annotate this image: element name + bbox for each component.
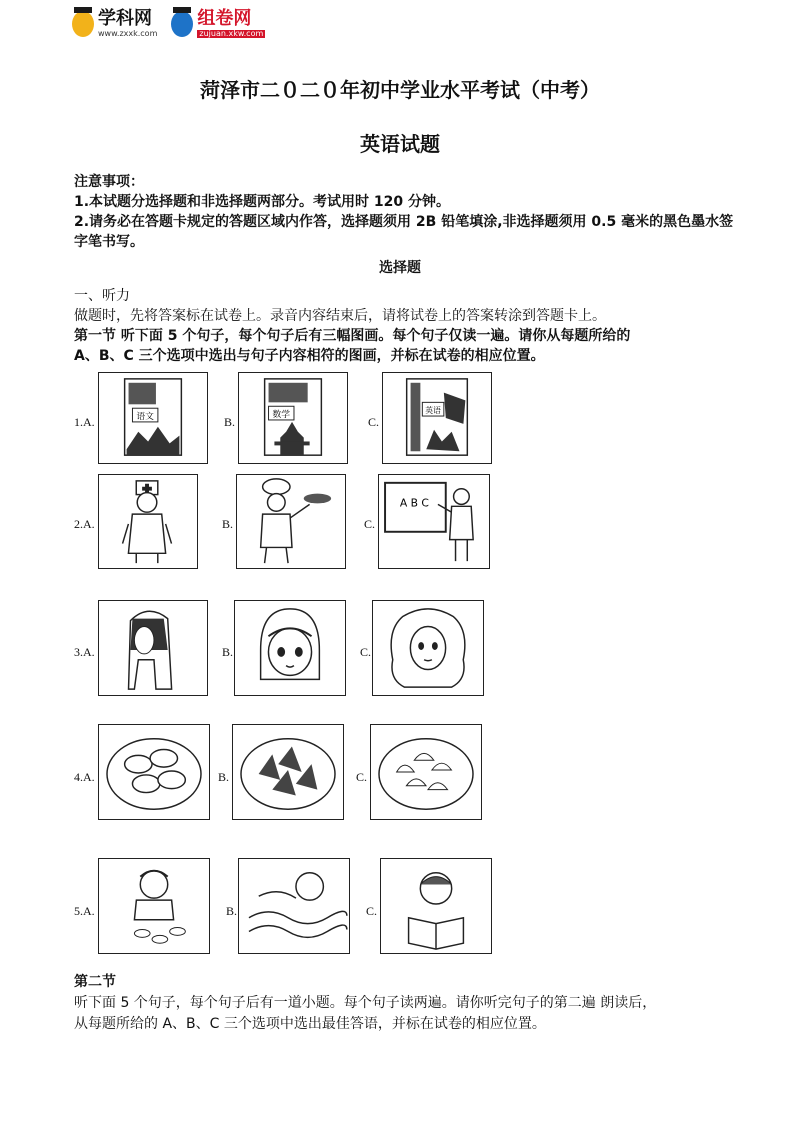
header-logos	[72, 10, 265, 38]
notes-item-1: 1.本试题分选择题和非选择题两部分。考试用时 120 分钟。	[74, 194, 451, 210]
q2-option-c-image[interactable]	[378, 474, 490, 569]
section-2-heading: 第二节	[74, 974, 116, 990]
listening-line-3: A、B、C 三个选项中选出与句子内容相符的图画，并标在试卷的相应位置。	[74, 348, 545, 364]
q3-option-b-image[interactable]	[234, 600, 346, 696]
curly-hair-girl-icon	[373, 601, 483, 695]
q2-label-b: B.	[222, 517, 234, 531]
short-hair-girl-icon	[235, 601, 345, 695]
listening-instructions	[74, 286, 734, 366]
chinese-book-icon	[99, 373, 207, 463]
q1-label-b: B.	[224, 415, 236, 429]
q5-option-b-image[interactable]	[238, 858, 350, 954]
page-title: 菏泽市二０二０年初中学业水平考试（中考）	[200, 78, 600, 102]
q2c-board-text: A B C	[399, 496, 429, 510]
logo-zujuan-url: zujuan.xkw.com	[199, 29, 264, 38]
q4-label-c: C.	[356, 770, 368, 784]
q3-label-c: C.	[360, 645, 372, 659]
zongzi-icon	[233, 725, 343, 819]
listening-part-title: 一、听力	[74, 288, 130, 304]
boy-eating-icon	[99, 859, 209, 953]
q1c-book-label: 英语	[425, 406, 441, 416]
listening-line-2: 第一节 听下面 5 个句子，每个句子后有三幅图画。每个句子仅读一遍。请你从每题所给的	[74, 328, 631, 344]
notes-item-2: 2.请务必在答题卡规定的答题区域内作答，选择题须用 2B 铅笔填涂,非选择题须用 0.5 毫米的黑色墨水签字笔书写。	[74, 214, 734, 250]
q4-option-c-image[interactable]	[370, 724, 482, 820]
q2-option-a-image[interactable]	[98, 474, 198, 569]
q1b-book-label: 数学	[272, 410, 291, 421]
english-book-icon	[383, 373, 491, 463]
q2-label-a: 2.A.	[74, 517, 95, 531]
q2-option-b-image[interactable]	[236, 474, 346, 569]
logo-zujuan	[171, 10, 265, 38]
q3-option-a-image[interactable]	[98, 600, 208, 696]
math-book-icon	[239, 373, 347, 463]
mortarboard-icon	[72, 11, 94, 37]
logo-zujuan-name: 组卷网	[197, 8, 252, 29]
chef-icon	[237, 475, 345, 568]
q1-option-c-image[interactable]	[382, 372, 492, 464]
q5-option-a-image[interactable]	[98, 858, 210, 954]
q5-label-b: B.	[226, 904, 238, 918]
q5-option-c-image[interactable]	[380, 858, 492, 954]
logo-zxxk-url: www.zxxk.com	[98, 29, 158, 38]
q1a-book-label: 语文	[136, 411, 154, 422]
q1-label-a: 1.A.	[74, 415, 95, 429]
notes-heading: 注意事项：	[74, 174, 144, 190]
mooncakes-icon	[99, 725, 209, 819]
q2-label-c: C.	[364, 517, 376, 531]
q3-label-b: B.	[222, 645, 234, 659]
q3-option-c-image[interactable]	[372, 600, 484, 696]
long-hair-girl-icon	[99, 601, 207, 695]
doctor-icon	[99, 475, 197, 568]
teacher-icon	[379, 475, 489, 568]
owl-icon	[171, 11, 193, 37]
boy-swimming-icon	[239, 859, 349, 953]
q1-option-a-image[interactable]	[98, 372, 208, 464]
section-2-line-2: 从每题所给的 A、B、C 三个选项中选出最佳答语，并标在试卷的相应位置。	[74, 1016, 546, 1032]
logo-zxxk	[72, 10, 157, 38]
dumplings-icon	[371, 725, 481, 819]
section-2-line-1: 听下面 5 个句子，每个句子后有一道小题。每个句子读两遍。请你听完句子的第二遍 朗读后，	[74, 995, 657, 1011]
q4-label-a: 4.A.	[74, 770, 95, 784]
q4-option-b-image[interactable]	[232, 724, 344, 820]
q4-option-a-image[interactable]	[98, 724, 210, 820]
q4-label-b: B.	[218, 770, 230, 784]
section-2	[74, 972, 744, 1035]
listening-line-1: 做题时，先将答案标在试卷上。录音内容结束后，请将试卷上的答案转涂到答题卡上。	[74, 308, 606, 324]
section-label: 选择题	[379, 260, 421, 276]
boy-reading-icon	[381, 859, 491, 953]
q1-option-b-image[interactable]	[238, 372, 348, 464]
logo-zxxk-name: 学科网	[98, 8, 152, 29]
q5-label-c: C.	[366, 904, 378, 918]
q1-label-c: C.	[368, 415, 380, 429]
q5-label-a: 5.A.	[74, 904, 95, 918]
q3-label-a: 3.A.	[74, 645, 95, 659]
notes	[74, 172, 734, 252]
page-subtitle: 英语试题	[360, 132, 440, 156]
